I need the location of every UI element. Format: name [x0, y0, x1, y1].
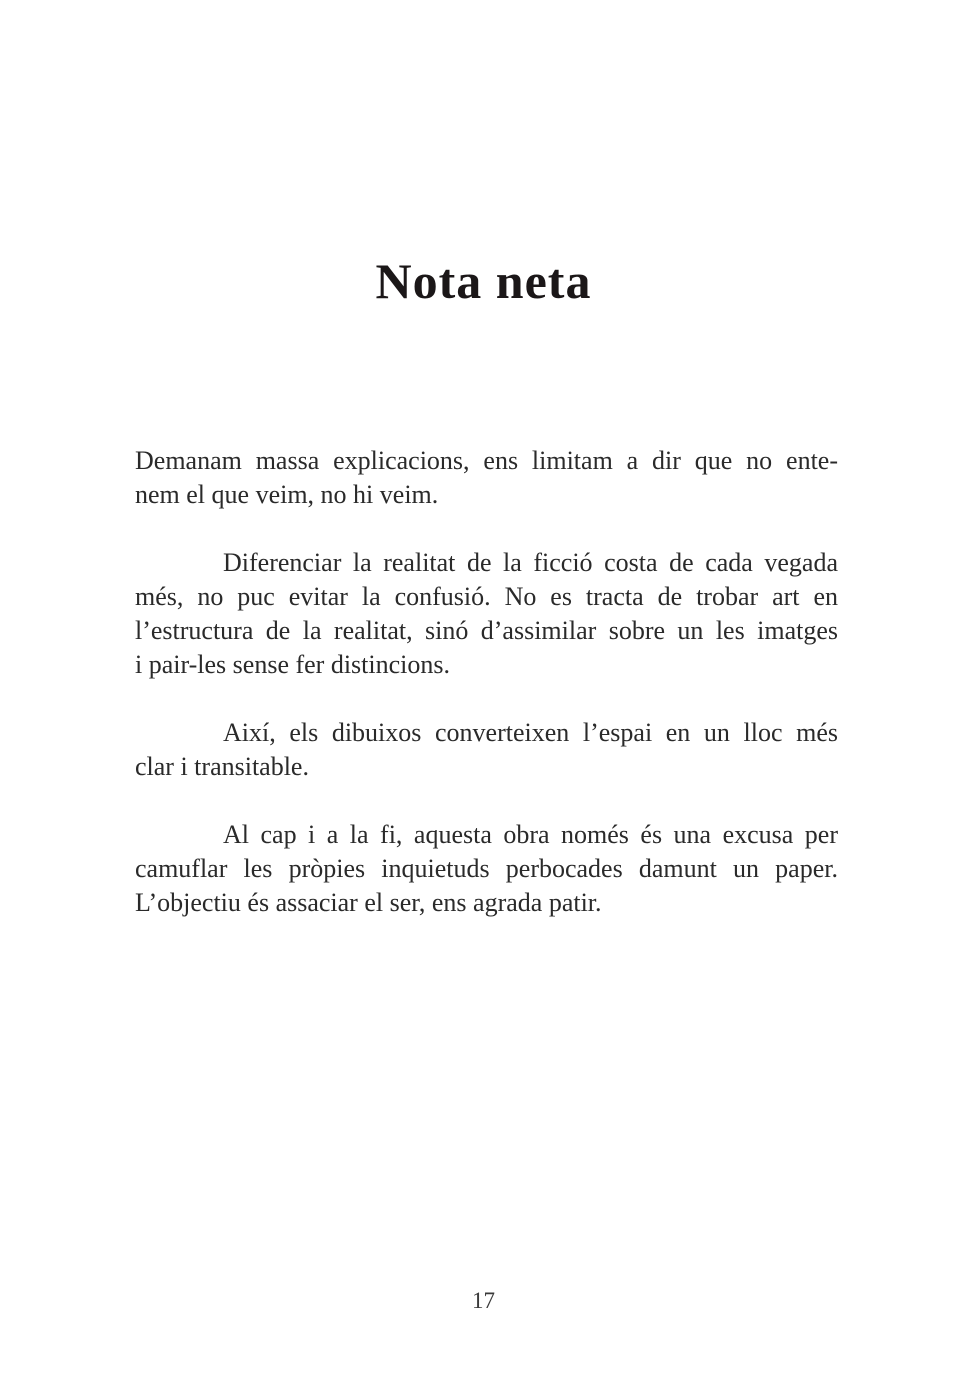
page-number: 17	[472, 1288, 495, 1313]
body-text	[135, 444, 838, 920]
text-line: camuflar les pròpies inquietuds perbocades damunt un paper.	[135, 854, 838, 883]
text-line: Demanam massa explicacions, ens limitam a dir que no ente-	[135, 446, 838, 475]
text-line: i pair-les sense fer distincions.	[135, 650, 451, 679]
paragraph	[135, 546, 838, 682]
text-line: l’estructura de la realitat, sinó d’assimilar sobre un les imatges	[135, 616, 838, 645]
paragraph	[135, 818, 838, 920]
paragraph	[135, 444, 838, 512]
text-line: Diferenciar la realitat de la ficció costa de cada vegada	[223, 548, 838, 577]
text-line: nem el que veim, no hi veim.	[135, 480, 439, 509]
text-line: clar i transitable.	[135, 752, 309, 781]
paragraph	[135, 716, 838, 784]
text-line: L’objectiu és assaciar el ser, ens agrada patir.	[135, 888, 602, 917]
page-title: Nota neta	[375, 253, 592, 309]
text-line: més, no puc evitar la confusió. No es tracta de trobar art en	[135, 582, 838, 611]
text-line: Així, els dibuixos converteixen l’espai en un lloc més	[223, 718, 838, 747]
text-line: Al cap i a la fi, aquesta obra només és una excusa per	[223, 820, 838, 849]
